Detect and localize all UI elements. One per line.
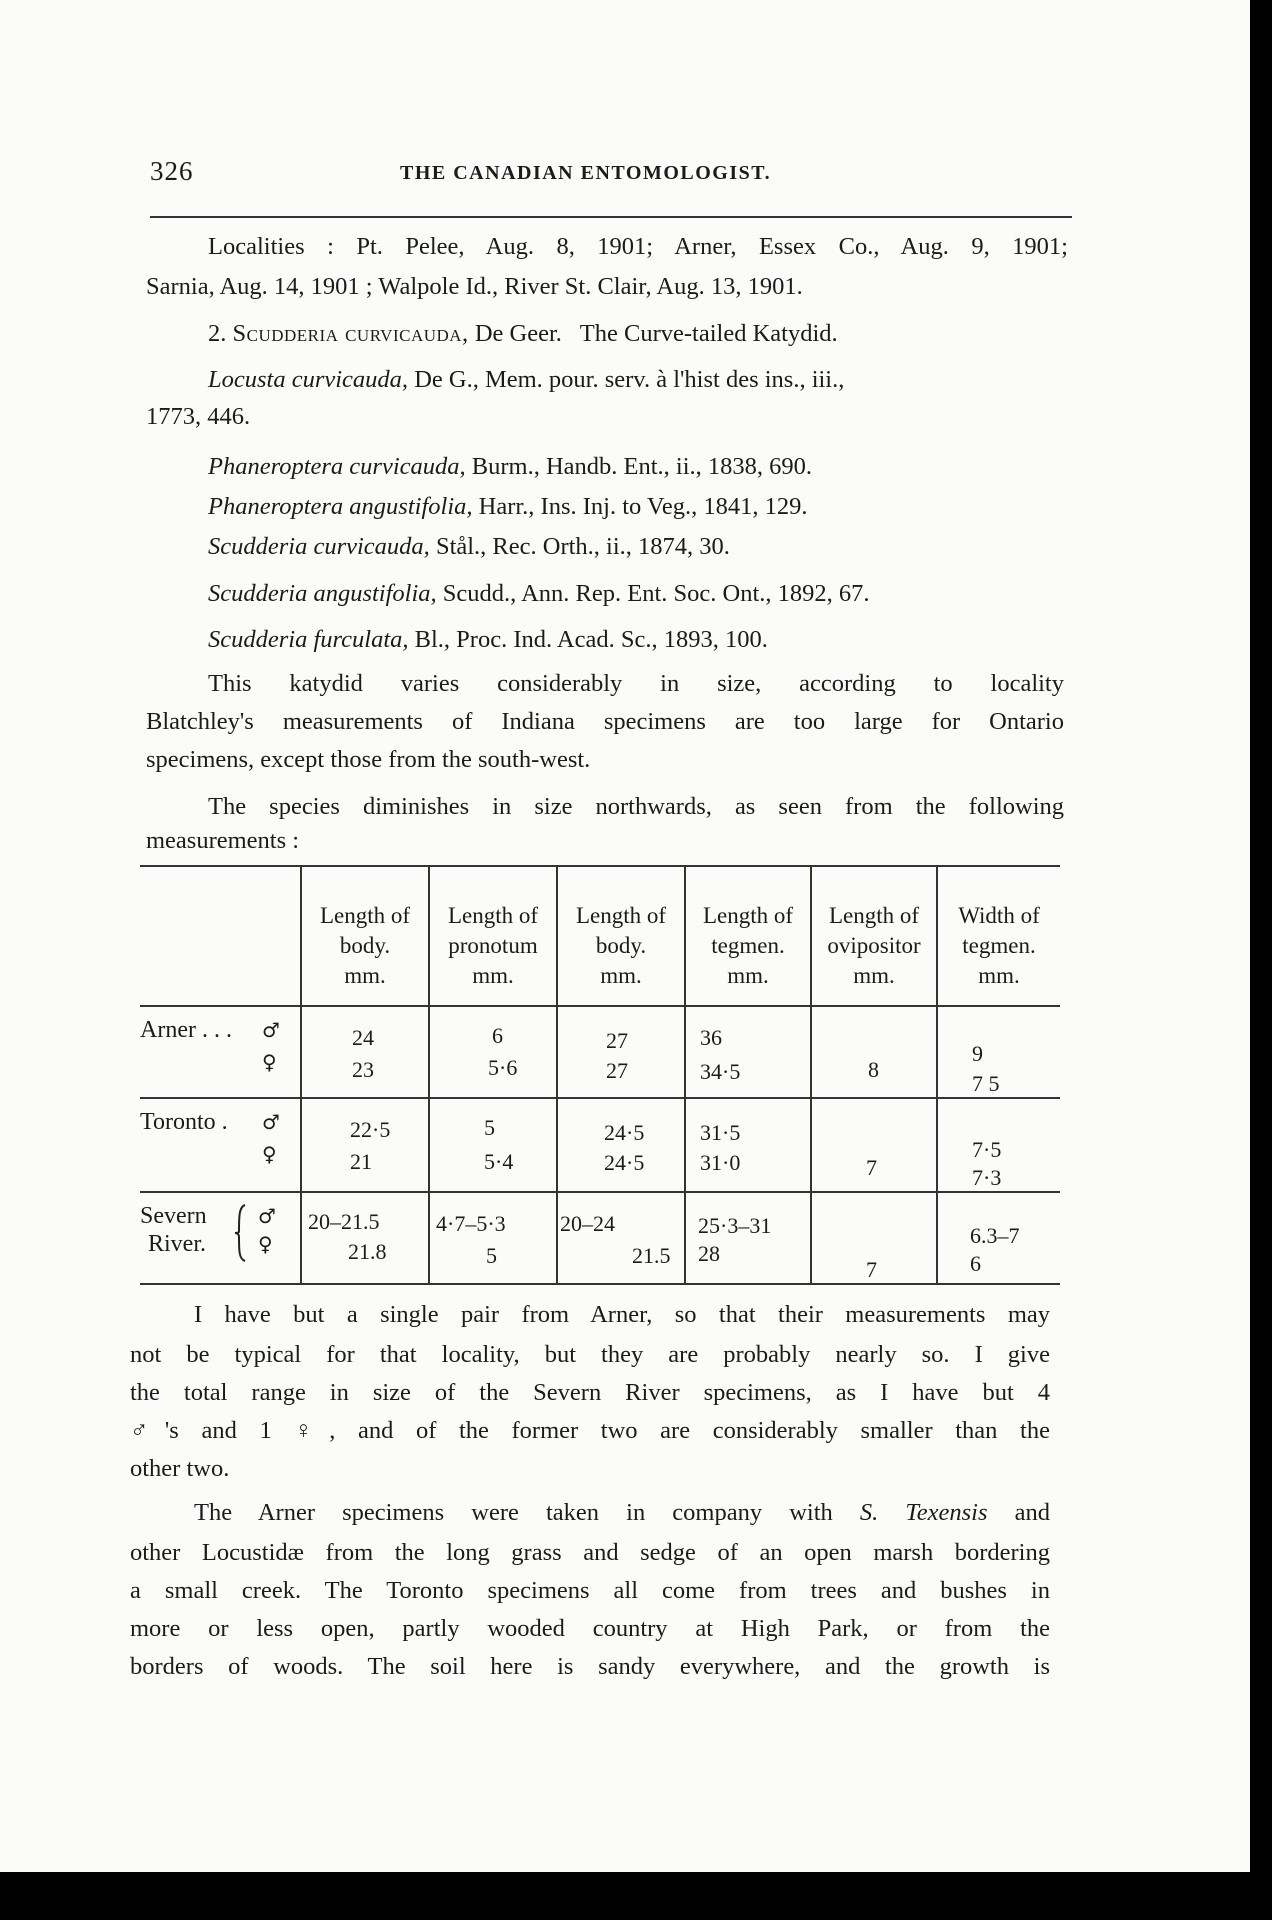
- synonym-name: Scudderia furculata,: [208, 626, 409, 653]
- table-cell: 24·5: [604, 1120, 645, 1145]
- localities-line-2: Sarnia, Aug. 14, 1901 ; Walpole Id., River St. Clair, Aug. 13, 1901.: [146, 273, 803, 300]
- female-symbol: ♀: [262, 1050, 277, 1074]
- synonym-name: Scudderia curvicauda,: [208, 533, 430, 560]
- row-rule: [140, 1097, 1060, 1099]
- arner-line-5: borders of woods. The soil here is sandy everywhere, and the growth is: [130, 1653, 1050, 1680]
- synonym-name: Phaneroptera angustifolia,: [208, 493, 473, 520]
- col-header-ovipositor-length: Length of ovipositor mm.: [827, 903, 921, 988]
- female-symbol: ♀: [258, 1232, 273, 1256]
- varies-line-3: specimens, except those from the south-west.: [146, 746, 591, 773]
- arner-line-1-text: The Arner specimens were taken in company with: [194, 1499, 860, 1526]
- running-title: THE CANADIAN ENTOMOLOGIST.: [400, 162, 772, 184]
- table-cell: 21: [350, 1149, 372, 1174]
- pair-line-5: other two.: [130, 1455, 230, 1482]
- localities-line-1: Localities : Pt. Pelee, Aug. 8, 1901; Arner, Essex Co., Aug. 9, 1901;: [208, 233, 1068, 260]
- table-top-rule: [140, 865, 1060, 867]
- col-header-body-length-2: Length of body. mm.: [575, 903, 667, 988]
- synonym-name: Phaneroptera curvicauda,: [208, 453, 466, 480]
- female-symbol: ♀: [262, 1142, 277, 1166]
- varies-line-2: Blatchley's measurements of Indiana specimens are too large for Ontario: [146, 708, 1064, 735]
- table-cell: 5: [486, 1243, 497, 1268]
- table-cell: 6: [970, 1251, 981, 1276]
- table-cell: 31·0: [700, 1150, 741, 1175]
- table-cell: 6.3–7: [970, 1223, 1020, 1248]
- synonym-ref: Burm., Handb. Ent., ii., 1838, 690.: [471, 453, 813, 480]
- synonym-ref: Scudd., Ann. Rep. Ent. Soc. Ont., 1892, 67.: [442, 580, 870, 607]
- table-bottom-rule: [140, 1283, 1060, 1285]
- table-cell: 5·6: [488, 1055, 518, 1080]
- measurements-table: [140, 865, 1060, 1290]
- table-cell: 7: [866, 1155, 877, 1180]
- species-name: Scudderia curvicauda,: [232, 320, 469, 347]
- col-header-body-length: Length of body. mm.: [319, 903, 411, 988]
- page-number: 326: [150, 156, 194, 186]
- table-cell: 5·4: [484, 1149, 514, 1174]
- col-header-tegmen-length: Length of tegmen. mm.: [702, 903, 794, 988]
- pair-line-4: ♂'s and 1 ♀, and of the former two are considerably smaller than the: [130, 1417, 1050, 1444]
- table-cell: 23: [352, 1057, 374, 1082]
- diminishes-line-2: measurements :: [146, 827, 300, 854]
- scan-border-bottom: [0, 1872, 1272, 1920]
- table-cell: 20–21.5: [308, 1209, 380, 1234]
- diminishes-line-1: The species diminishes in size northwards, as seen from the following: [208, 793, 1064, 820]
- synonym-2: [208, 450, 812, 484]
- pair-line-3: the total range in size of the Severn River specimens, as I have but 4: [130, 1379, 1050, 1406]
- synonym-ref: Stål., Rec. Orth., ii., 1874, 30.: [435, 533, 730, 560]
- col-header-tegmen-width: Width of tegmen. mm.: [958, 903, 1040, 988]
- row-label-arner: Arner . . .: [140, 1017, 232, 1043]
- species-author-common: De Geer. The Curve-tailed Katydid.: [474, 320, 838, 347]
- table-cell: 22·5: [350, 1117, 391, 1142]
- male-symbol: ♂: [258, 1204, 276, 1228]
- table-cell: 7: [866, 1257, 877, 1282]
- table-cell: 27: [606, 1058, 628, 1083]
- arner-line-1: [194, 1496, 1050, 1530]
- header-rule: [140, 1005, 1060, 1007]
- species-heading: [208, 317, 1078, 351]
- arner-line-4: more or less open, partly wooded country at High Park, or from the: [130, 1615, 1050, 1642]
- running-header: [150, 152, 1066, 192]
- table-cell: 5: [484, 1115, 495, 1140]
- arner-line-3: a small creek. The Toronto specimens all come from trees and bushes in: [130, 1577, 1050, 1604]
- synonym-name: Locusta curvicauda,: [208, 366, 409, 393]
- brace-icon: [234, 1203, 248, 1263]
- table-cell: 20–24: [560, 1211, 615, 1236]
- table-cell: 9: [972, 1041, 983, 1066]
- species-texensis: S. Texensis: [859, 1499, 988, 1526]
- pair-line-1: I have but a single pair from Arner, so that their measurements may: [194, 1301, 1050, 1328]
- row-rule: [140, 1191, 1060, 1193]
- table-cell: 24: [352, 1025, 374, 1050]
- synonym-1-cont: 1773, 446.: [146, 403, 251, 430]
- table-cell: 31·5: [700, 1120, 741, 1145]
- table-cell: 21.5: [632, 1243, 671, 1268]
- table-cell: 8: [868, 1057, 879, 1082]
- synonym-5: [208, 577, 870, 611]
- table-cell: 6: [492, 1023, 503, 1048]
- varies-line-1: This katydid varies considerably in size, according to locality: [208, 670, 1064, 697]
- male-symbol: ♂: [262, 1110, 280, 1134]
- scan-border-right: [1250, 0, 1272, 1872]
- row-label-river: River.: [148, 1231, 206, 1257]
- table-cell: 28: [698, 1241, 720, 1266]
- header-rule: [150, 216, 1072, 218]
- arner-line-1-end: and: [987, 1499, 1050, 1526]
- pair-line-2: not be typical for that locality, but they are probably nearly so. I give: [130, 1341, 1050, 1368]
- table-cell: 24·5: [604, 1150, 645, 1175]
- table-cell: 27: [606, 1028, 628, 1053]
- table-cell: 7·3: [972, 1165, 1002, 1190]
- table-cell: 7·5: [972, 1137, 1002, 1162]
- table-cell: 21.8: [348, 1239, 387, 1264]
- col-header-pronotum-length: Length of pronotum mm.: [447, 903, 539, 988]
- synonym-ref: Harr., Ins. Inj. to Veg., 1841, 129.: [478, 493, 808, 520]
- row-label-toronto: Toronto .: [140, 1109, 228, 1135]
- species-number: 2.: [208, 320, 227, 347]
- synonym-6: [208, 623, 768, 657]
- synonym-1: [208, 363, 1078, 397]
- synonym-ref: Bl., Proc. Ind. Acad. Sc., 1893, 100.: [414, 626, 768, 653]
- table-cell: 25·3–31: [698, 1213, 772, 1238]
- row-label-severn: Severn: [140, 1203, 207, 1229]
- synonym-3: [208, 490, 808, 524]
- male-symbol: ♂: [262, 1018, 280, 1042]
- table-cell: 4·7–5·3: [436, 1211, 506, 1236]
- table-cell: 7 5: [972, 1071, 1000, 1096]
- synonym-ref: De G., Mem. pour. serv. à l'hist des ins., iii.,: [414, 366, 845, 393]
- synonym-name: Scudderia angustifolia,: [208, 580, 437, 607]
- arner-line-2: other Locustidæ from the long grass and sedge of an open marsh bordering: [130, 1539, 1050, 1566]
- table-cell: 36: [700, 1025, 722, 1050]
- synonym-4: [208, 530, 730, 564]
- table-cell: 34·5: [700, 1059, 741, 1084]
